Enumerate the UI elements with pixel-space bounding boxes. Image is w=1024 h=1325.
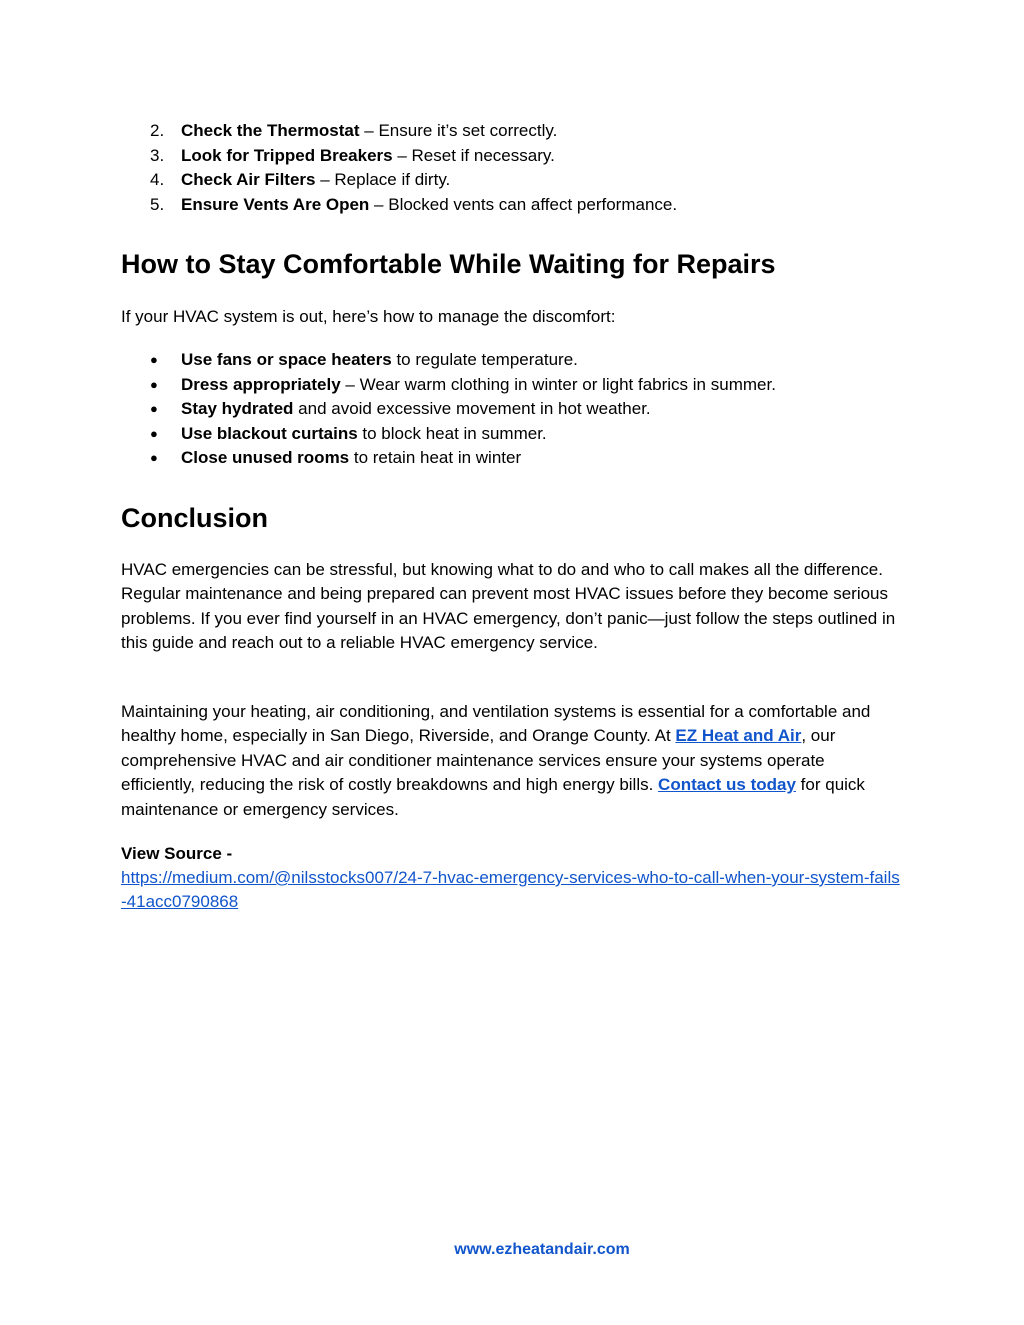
- list-item-text: – Reset if necessary.: [392, 145, 555, 165]
- bullet-icon: ●: [150, 401, 158, 416]
- list-item-text: – Ensure it’s set correctly.: [359, 121, 558, 140]
- maintenance-paragraph: [121, 700, 903, 822]
- contact-us-link[interactable]: Contact us today: [658, 775, 796, 795]
- list-item: [121, 168, 903, 193]
- list-item: [121, 348, 903, 373]
- list-item: [121, 446, 903, 471]
- bullet-icon: ●: [150, 376, 158, 392]
- list-item-text: – Wear warm clothing in winter or light fabrics in summer.: [340, 374, 776, 394]
- list-item-bold: Use fans or space heaters: [181, 350, 392, 369]
- list-item-bold: Ensure Vents Are Open: [181, 194, 370, 214]
- troubleshooting-steps-list: [121, 119, 903, 217]
- list-item-text: and avoid excessive movement in hot weather.: [293, 399, 651, 418]
- view-source-label: View Source -: [121, 844, 233, 863]
- list-item-bold: Check the Thermostat: [181, 121, 360, 140]
- list-item-text: to retain heat in winter: [349, 448, 522, 467]
- list-item: [121, 193, 903, 218]
- source-url-link[interactable]: https://medium.com/@nilsstocks007/24-7-hvac-emergency-services-who-to-call-when-your-system-fails-41acc0790868: [121, 868, 900, 912]
- conclusion-paragraph: HVAC emergencies can be stressful, but knowing what to do and who to call makes all the difference. Regular maintenance and being prepared can prevent most HVAC issues before they become serious problems. If you ever find yourself in an HVAC emergency, don’t panic—just follow the steps outlined in this guide and reach out to a reliable HVAC emergency service.: [121, 560, 896, 653]
- list-number: 4.: [150, 170, 165, 189]
- list-item: [121, 397, 903, 422]
- list-number: 2.: [150, 121, 165, 140]
- comfort-heading: How to Stay Comfortable While Waiting for Repairs: [121, 249, 776, 279]
- list-item: [121, 422, 903, 447]
- list-item-bold: Check Air Filters: [181, 170, 316, 189]
- conclusion-heading: Conclusion: [121, 503, 268, 533]
- list-item-bold: Dress appropriately: [181, 374, 341, 394]
- list-item: [121, 144, 903, 169]
- list-item-text: – Replace if dirty.: [315, 170, 451, 189]
- list-item-text: to regulate temperature.: [391, 350, 578, 369]
- list-number: 5.: [150, 194, 165, 214]
- comfort-intro: If your HVAC system is out, here’s how to manage the discomfort:: [121, 307, 616, 326]
- list-item: [121, 373, 903, 398]
- list-item-bold: Use blackout curtains: [181, 423, 358, 443]
- bullet-icon: ●: [150, 425, 158, 441]
- list-item-text: – Blocked vents can affect performance.: [369, 194, 678, 214]
- paragraph-text: , our comprehensive HVAC and air conditioner maintenance services ensure your systems operate efficiently, reducing the risk of costly breakdowns and high energy bills.: [121, 726, 836, 795]
- list-item-text: to block heat in summer.: [357, 423, 547, 443]
- paragraph-text: for quick maintenance or emergency services.: [121, 775, 865, 819]
- footer-website[interactable]: www.ezheatandair.com: [454, 1241, 630, 1258]
- list-item-bold: Close unused rooms: [181, 448, 350, 467]
- list-item-bold: Stay hydrated: [181, 399, 294, 418]
- list-item: [121, 119, 903, 144]
- bullet-icon: ●: [150, 450, 158, 465]
- bullet-icon: ●: [150, 352, 158, 367]
- list-item-bold: Look for Tripped Breakers: [181, 145, 393, 165]
- paragraph-text: Maintaining your heating, air conditioning, and ventilation systems is essential for a comfortable and healthy home, especially in San Diego, Riverside, and Orange County. At: [121, 702, 871, 746]
- comfort-tips-list: [121, 348, 903, 471]
- list-number: 3.: [150, 145, 165, 165]
- ez-heat-and-air-link[interactable]: EZ Heat and Air: [675, 726, 802, 746]
